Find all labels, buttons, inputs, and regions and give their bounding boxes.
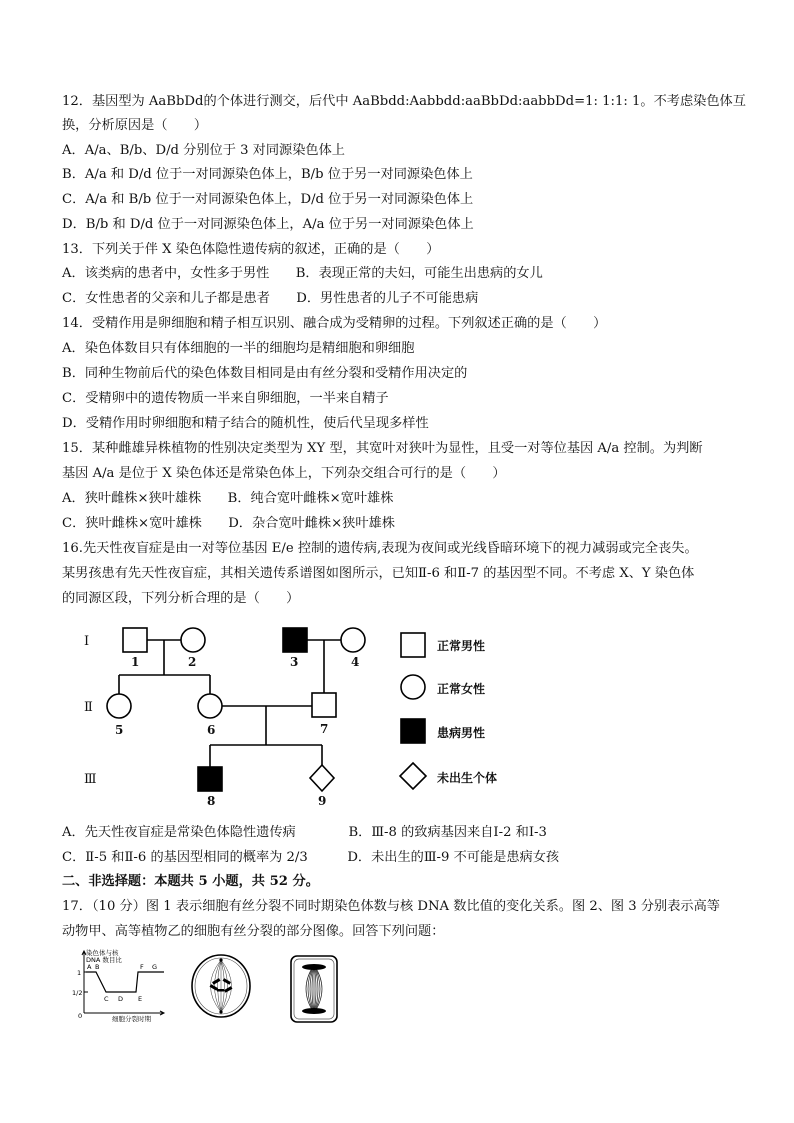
q13-stem: 13．下列关于伴 X 染色体隐性遗传病的叙述，正确的是（ ） (62, 242, 440, 257)
q13-options-cd: C．女性患者的父亲和儿子都是患者 D．男性患者的儿子不可能患病 (62, 291, 479, 306)
fig1-point-c: C (104, 995, 109, 1003)
fig1-y-tick-1: 1 (77, 969, 82, 977)
label-4: 4 (351, 655, 360, 669)
q12-option-b: B．A/a 和 D/d 位于一对同源染色体上，B/b 位于另一对同源染色体上 (62, 167, 473, 182)
fig1-origin: 0 (78, 1012, 83, 1020)
label-3: 3 (290, 655, 299, 669)
section-2-heading: 二、非选择题：本题共 5 小题，共 52 分。 (62, 874, 319, 889)
fig1-xlabel: 细胞分裂时期 (112, 1015, 151, 1023)
q17-stem-line2: 动物甲、高等植物乙的细胞有丝分裂的部分图像。回答下列问题： (62, 924, 445, 939)
fig1-y-tick-half: 1/2 (72, 989, 83, 997)
q14-option-b: B．同种生物前后代的染色体数目相同是由有丝分裂和受精作用决定的 (62, 366, 468, 381)
q17-stem-line1: 17．（10 分）图 1 表示细胞有丝分裂不同时期染色体数与核 DNA 数比值的变化关系。图 2、图 3 分别表示高等 (62, 899, 720, 914)
fig1-ratio-curve (86, 972, 164, 992)
q15-stem-line2: 基因 A/a 是位于 X 染色体还是常染色体上，下列杂交组合可行的是（ ） (62, 466, 506, 481)
q16-stem-line1: 16.先天性夜盲症是由一对等位基因 E/e 控制的遗传病,表现为夜间或光线昏暗环境下的视力减弱或完全丧失。 (62, 541, 698, 556)
q12-stem-line1: 12．基因型为 AaBbDd的个体进行测交，后代中 AaBbdd:Aabbdd:aaBbDd:aabbDd=1: 1:1: 1。不考虑染色体互 (62, 94, 746, 109)
fig1-point-f: F (140, 963, 144, 971)
generation-3-label: Ⅲ (84, 772, 97, 787)
label-5: 5 (115, 723, 124, 737)
fig1-ylabel-line2: DNA 数目比 (86, 956, 122, 964)
fig1-point-g: G (152, 963, 158, 971)
label-7: 7 (320, 722, 329, 736)
label-8: 8 (207, 794, 216, 808)
q15-options-cd: C．狭叶雌株×宽叶雄株 D．杂合宽叶雌株×狭叶雄株 (62, 516, 395, 531)
label-9: 9 (318, 794, 327, 808)
q15-stem-line1: 15．某种雌雄异株植物的性别决定类型为 XY 型，其宽叶对狭叶为显性，且受一对等位基因 A/a 控制。为判断 (62, 441, 703, 456)
label-1: 1 (131, 655, 140, 669)
fig1-point-e: E (138, 995, 143, 1003)
legend-normal-female-text: 正常女性 (437, 682, 486, 696)
fig1-point-d: D (118, 995, 124, 1003)
q13-options-ab: A．该类病的患者中，女性多于男性 B．表现正常的夫妇，可能生出患病的女儿 (62, 266, 543, 281)
q14-option-c: C．受精卵中的遗传物质一半来自卵细胞，一半来自精子 (62, 391, 389, 406)
q14-option-d: D．受精作用时卵细胞和精子结合的随机性，使后代呈现多样性 (62, 416, 429, 431)
q14-option-a: A．染色体数目只有体细胞的一半的细胞均是精细胞和卵细胞 (62, 341, 415, 356)
q16-options-cd: C．Ⅱ-5 和Ⅱ-6 的基因型相同的概率为 2/3 D．未出生的Ⅲ-9 不可能是患病女孩 (62, 850, 560, 865)
q12-option-d: D．B/b 和 D/d 位于一对同源染色体上，A/a 位于另一对同源染色体上 (62, 217, 474, 232)
q16-options-ab: A．先天性夜盲症是常染色体隐性遗传病 B．Ⅲ-8 的致病基因来自Ⅰ-2 和Ⅰ-3 (62, 825, 547, 840)
generation-1-label: Ⅰ (84, 634, 90, 649)
q12-option-c: C．A/a 和 B/b 位于一对同源染色体上，D/d 位于另一对同源染色体上 (62, 192, 474, 207)
fig1-point-a: A (87, 963, 92, 971)
q14-stem: 14．受精作用是卵细胞和精子相互识别、融合成为受精卵的过程。下列叙述正确的是（ ） (62, 316, 607, 331)
q12-option-a: A．A/a、B/b、D/d 分别位于 3 对同源染色体上 (62, 143, 345, 158)
label-2: 2 (188, 655, 197, 669)
q12-stem-line2: 换，分析原因是（ ） (62, 118, 208, 133)
legend-unborn-text: 未出生个体 (437, 771, 498, 785)
generation-2-label: Ⅱ (84, 700, 93, 715)
label-6: 6 (207, 723, 216, 737)
q15-options-ab: A．狭叶雌株×狭叶雄株 B．纯合宽叶雌株×宽叶雄株 (62, 491, 394, 506)
figure-2-animal-cell (190, 953, 252, 1019)
legend-affected-male-text: 患病男性 (437, 726, 486, 740)
q16-stem-line2: 某男孩患有先天性夜盲症，其相关遗传系谱图如图所示，已知Ⅱ-6 和Ⅱ-7 的基因型不同。不考虑 X、Y 染色体 (62, 566, 695, 581)
fig1-ylabel-line1: 染色体与核 (86, 949, 119, 957)
q16-stem-line3: 的同源区段，下列分析合理的是（ ） (62, 591, 300, 606)
legend-normal-male-text: 正常男性 (437, 639, 486, 653)
fig1-point-b: B (95, 963, 100, 971)
figure-3-plant-cell (290, 955, 338, 1023)
